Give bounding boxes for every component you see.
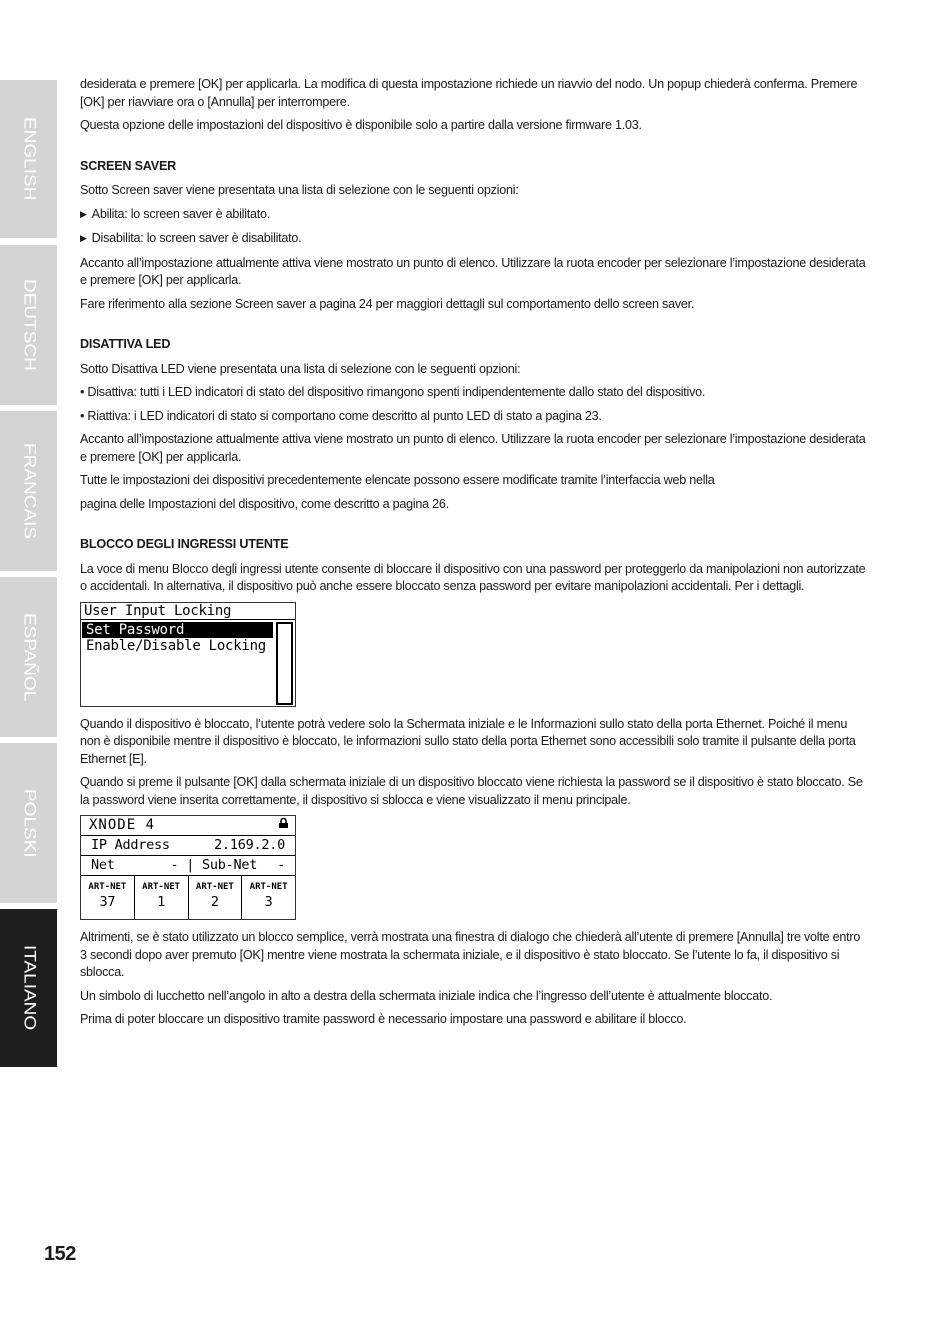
screen-saver-paragraph-3: Fare riferimento alla sezione Screen saver a pagina 24 per maggiori dettagli sul comportamento dello screen saver. bbox=[80, 296, 695, 311]
disattiva-led-paragraph-1: Sotto Disattiva LED viene presentata una lista di selezione con le seguenti opzioni: bbox=[80, 361, 521, 376]
lcd-port-2 bbox=[135, 876, 189, 919]
lcd-port-2-value: 1 bbox=[157, 894, 166, 910]
tab-english-label: ENGLISH bbox=[20, 117, 38, 201]
intro-paragraph-2: Questa opzione delle impostazioni del dispositivo è disponibile solo a partire dalla versione firmware 1.03. bbox=[80, 118, 642, 132]
lock-icon bbox=[278, 818, 289, 828]
blocco-heading: BLOCCO DEGLI INGRESSI UTENTE bbox=[80, 537, 289, 551]
screen-saver-heading: SCREEN SAVER bbox=[80, 158, 177, 173]
tab-english[interactable] bbox=[0, 80, 57, 238]
blocco-paragraph-3: Quando si preme il pulsante [OK] dalla schermata iniziale di un dispositivo bloccato viene richiesta la password se il dispositivo è stato bloccato. Se la password viene inserita correttamente, il dispositivo si sblocca e viene visualizzato il menu principale. bbox=[80, 775, 863, 807]
lcd-net-value: - | Sub-Net bbox=[170, 857, 258, 873]
blocco-paragraph-2: Quando il dispositivo è bloccato, l’utente potrà vedere solo la Schermata iniziale e le Informazioni sullo stato della porta Ethernet. Poiché il menu non è disponibile mentre il dispositivo è bloccato, le informazioni sullo stato della porta Ethernet sono accessibili solo tramite il pulsante della porta Ethernet [E]. bbox=[80, 716, 856, 766]
intro-paragraph-1: desiderata e premere [OK] per applicarla. La modifica di questa impostazione richiede un riavvio del nodo. Un popup chiederà conferma. Premere [OK] per riavviare ora o [Annulla] per interrompere. bbox=[80, 77, 858, 109]
disattiva-led-paragraph-3: Tutte le impostazioni dei dispositivi precedentemente elencate possono essere modificate tramite l’interfaccia web nella bbox=[80, 473, 715, 487]
disattiva-led-option-enable: • Riattiva: i LED indicatori di stato si comportano come descritto al punto LED di stato a pagina 23. bbox=[80, 408, 602, 423]
lcd-port-grid bbox=[81, 876, 295, 919]
blocco-paragraph-5: Un simbolo di lucchetto nell’angolo in alto a destra della schermata iniziale indica che l’ingresso dell’utente è attualmente bloccato. bbox=[80, 988, 773, 1003]
tab-espanol-label: ESPAÑOL bbox=[20, 612, 38, 702]
tab-deutsch-label: DEUTSCH bbox=[20, 279, 38, 371]
lcd-menu-title: User Input Locking bbox=[81, 603, 295, 620]
page-content bbox=[80, 76, 870, 1035]
lcd-menu-item-enable-disable-locking: Enable/Disable Locking bbox=[86, 637, 266, 654]
tab-francais[interactable] bbox=[0, 411, 57, 571]
lcd-port-2-label: ART-NET bbox=[142, 882, 181, 892]
disattiva-led-heading: DISATTIVA LED bbox=[80, 337, 171, 351]
lcd-port-1-label: ART-NET bbox=[88, 882, 127, 892]
blocco-paragraph-1: La voce di menu Blocco degli ingressi utente consente di bloccare il dispositivo con una password per proteggerlo da manipolazioni non autorizzate o accidentali. In alternativa, il dispositivo può anche essere bloccato senza password per evitare manipolazioni accidentali. Per i dettagli. bbox=[80, 561, 866, 593]
lcd-ip-label: IP Address bbox=[91, 837, 170, 853]
disattiva-led-paragraph-4: pagina delle Impostazioni del dispositivo, come descritto a pagina 26. bbox=[80, 496, 449, 511]
lcd-net-label: Net bbox=[91, 857, 115, 873]
lcd-port-3 bbox=[189, 876, 243, 919]
screen-saver-paragraph-1: Sotto Screen saver viene presentata una lista di selezione con le seguenti opzioni: bbox=[80, 183, 519, 197]
lcd-port-4-value: 3 bbox=[264, 894, 273, 910]
tab-italiano-label: ITALIANO bbox=[20, 945, 38, 1031]
blocco-paragraph-6: Prima di poter bloccare un dispositivo tramite password è necessario impostare una password e abilitare il blocco. bbox=[80, 1012, 687, 1026]
lcd-ip-row bbox=[81, 836, 295, 856]
lcd-ip-value: 2.169.2.0 bbox=[214, 837, 285, 853]
lcd-port-1 bbox=[81, 876, 135, 919]
tab-francais-label: FRANCAIS bbox=[20, 442, 38, 540]
lcd-port-4-label: ART-NET bbox=[249, 882, 288, 892]
blocco-paragraph-4: Altrimenti, se è stato utilizzato un blocco semplice, verrà mostrata una finestra di dialogo che chiederà all’utente di premere [Annulla] tre volte entro 3 secondi dopo aver premuto [OK] mentre viene mostrata la schermata iniziale, e il dispositivo è stato bloccato. Se l’utente lo fa, il dispositivo si sblocca. bbox=[80, 930, 861, 979]
lcd-port-3-value: 2 bbox=[210, 894, 219, 910]
screen-saver-option-disable: ▶ Disabilita: lo screen saver è disabilitato. bbox=[80, 230, 870, 249]
lcd-port-1-value: 37 bbox=[99, 894, 116, 910]
tab-espanol[interactable] bbox=[0, 577, 57, 737]
tab-polski-label: POLSKI bbox=[20, 788, 38, 858]
tab-italiano[interactable] bbox=[0, 909, 57, 1067]
disattiva-led-option-disable: • Disattiva: tutti i LED indicatori di stato del dispositivo rimangono spenti indipendentemente dallo stato del dispositivo. bbox=[80, 385, 706, 399]
lcd-port-3-label: ART-NET bbox=[195, 882, 234, 892]
lcd-home-screen bbox=[80, 815, 296, 920]
lcd-device-name: XNODE 4 bbox=[89, 817, 156, 833]
tab-polski[interactable] bbox=[0, 743, 57, 903]
lcd-menu-item-set-password: Set Password bbox=[82, 622, 273, 638]
lcd-subnet-value: - bbox=[277, 857, 285, 873]
page-number: 152 bbox=[44, 1243, 76, 1265]
disattiva-led-paragraph-2: Accanto all’impostazione attualmente attiva viene mostrato un punto di elenco. Utilizzare la ruota encoder per selezionare l’impostazione desiderata e premere [OK] per applicarla. bbox=[80, 432, 866, 464]
screen-saver-paragraph-2: Accanto all’impostazione attualmente attiva viene mostrato un punto di elenco. Utilizzare la ruota encoder per selezionare l’impostazione desiderata e premere [OK] per applicarla. bbox=[80, 255, 866, 287]
lcd-user-input-locking-menu bbox=[80, 602, 296, 707]
lcd-port-4 bbox=[242, 876, 295, 919]
tab-deutsch[interactable] bbox=[0, 245, 57, 405]
screen-saver-option-enable: ▶ Abilita: lo screen saver è abilitato. bbox=[80, 206, 870, 225]
lcd-net-row bbox=[81, 856, 295, 876]
lcd-scrollbar bbox=[276, 622, 293, 705]
lcd-home-header bbox=[81, 816, 295, 836]
